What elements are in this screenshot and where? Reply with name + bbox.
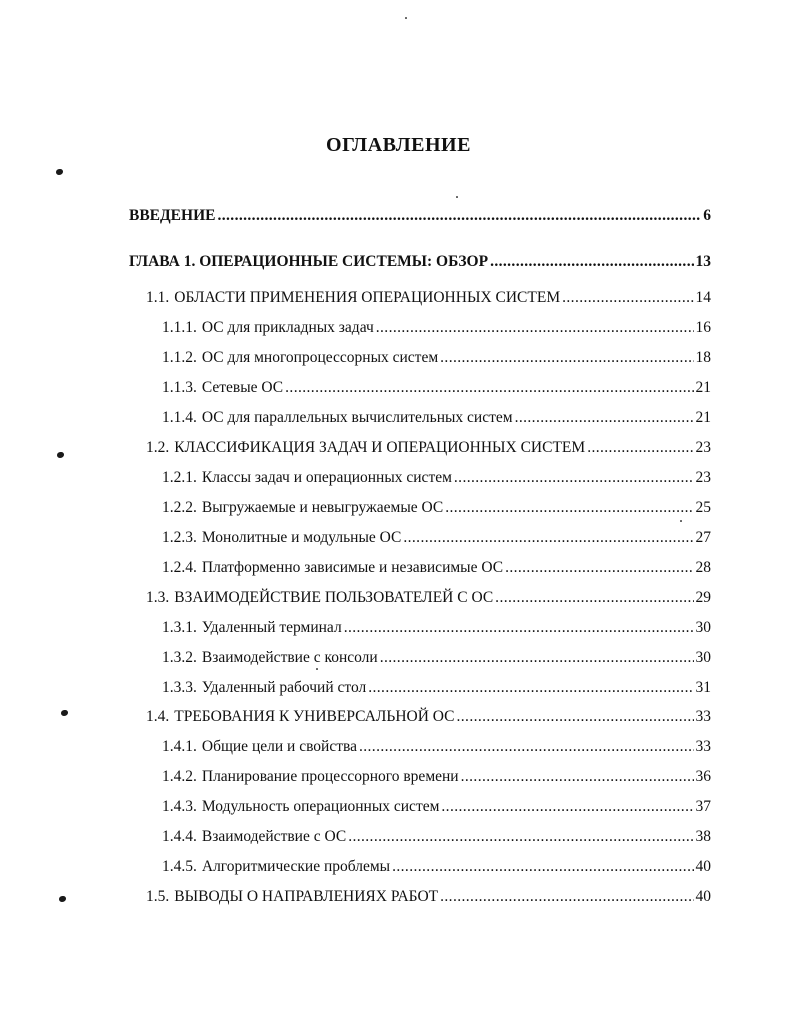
dot-leader — [457, 707, 694, 727]
toc-page-number: 37 — [695, 798, 711, 815]
toc-entry-chapter-1[interactable] — [129, 252, 711, 272]
toc-entry-introduction[interactable] — [129, 206, 711, 226]
toc-entry-subsection[interactable] — [162, 468, 711, 488]
toc-entry-label: Удаленный терминал — [201, 619, 342, 636]
toc-page-number: 31 — [695, 679, 711, 696]
dot-leader — [515, 408, 694, 428]
toc-page-number: 25 — [695, 499, 711, 516]
toc-entry-subsection[interactable] — [162, 618, 711, 638]
dot-leader — [490, 252, 693, 272]
dot-leader — [505, 558, 693, 578]
dot-leader — [348, 827, 693, 847]
toc-page-number: 23 — [695, 469, 711, 486]
toc-entry-label: ТРЕБОВАНИЯ К УНИВЕРСАЛЬНОЙ ОС — [174, 708, 455, 725]
toc-entry-number: 1.1. — [146, 289, 170, 306]
toc-entry-number: 1.4.4. — [162, 828, 197, 845]
toc-entry-label: Общие цели и свойства — [201, 738, 357, 755]
toc-entry-subsection[interactable] — [162, 378, 711, 398]
dot-leader — [380, 648, 694, 668]
toc-entry-section[interactable] — [146, 438, 711, 458]
toc-page-number: 33 — [695, 708, 711, 725]
dot-leader — [587, 438, 693, 458]
scan-speck — [59, 896, 66, 902]
toc-entry-label: Платформенно зависимые и независимые ОС — [201, 559, 504, 576]
toc-entry-subsection[interactable] — [162, 827, 711, 847]
toc-entry-section[interactable] — [146, 707, 711, 727]
scan-dust — [456, 196, 458, 198]
toc-entry-number: 1.1.2. — [162, 349, 197, 366]
scan-speck — [56, 169, 63, 175]
toc-entry-label: КЛАССИФИКАЦИЯ ЗАДАЧ И ОПЕРАЦИОННЫХ СИСТЕМ — [174, 439, 586, 456]
toc-entry-number: 1.1.3. — [162, 379, 197, 396]
toc-entry-subsection[interactable] — [162, 408, 711, 428]
toc-entry-label: Планирование процессорного времени — [201, 768, 459, 785]
toc-entry-number: 1.2.2. — [162, 499, 197, 516]
toc-entry-label: Взаимодействие с ОС — [201, 828, 347, 845]
toc-page-number: 33 — [695, 738, 711, 755]
toc-entry-number: 1.3.2. — [162, 649, 197, 666]
page-title: ОГЛАВЛЕНИЕ — [326, 134, 471, 156]
dot-leader — [445, 498, 693, 518]
toc-page-number: 6 — [703, 207, 711, 224]
dot-leader — [368, 678, 693, 698]
toc-entry-number: 1.4. — [146, 708, 170, 725]
toc-entry-section[interactable] — [146, 588, 711, 608]
toc-entry-subsection[interactable] — [162, 498, 711, 518]
toc-entry-section[interactable] — [146, 288, 711, 308]
toc-entry-subsection[interactable] — [162, 737, 711, 757]
toc-page-number: 21 — [695, 409, 711, 426]
scan-dust — [680, 520, 682, 522]
toc-page-number: 30 — [695, 619, 711, 636]
toc-page-number: 40 — [695, 858, 711, 875]
toc-entry-label: Взаимодействие с консоли — [201, 649, 378, 666]
dot-leader — [344, 618, 694, 638]
dot-leader — [440, 348, 693, 368]
toc-page-number: 30 — [695, 649, 711, 666]
dot-leader — [359, 737, 694, 757]
toc-entry-subsection[interactable] — [162, 767, 711, 787]
toc-entry-number: 1.4.1. — [162, 738, 197, 755]
toc-page-number: 14 — [695, 289, 711, 306]
toc-entry-label: ВВЕДЕНИЕ — [129, 207, 216, 224]
toc-entry-subsection[interactable] — [162, 528, 711, 548]
toc-entry-label: Сетевые ОС — [201, 379, 284, 396]
toc-entry-label: Выгружаемые и невыгружаемые ОС — [201, 499, 444, 516]
dot-leader — [403, 528, 693, 548]
toc-entry-number: 1.3. — [146, 589, 170, 606]
dot-leader — [454, 468, 694, 488]
toc-page-number: 38 — [695, 828, 711, 845]
toc-entry-number: 1.1.1. — [162, 319, 197, 336]
dot-leader — [441, 797, 693, 817]
scan-speck — [61, 710, 68, 716]
toc-entry-label: ОС для параллельных вычислительных систем — [201, 409, 513, 426]
toc-entry-subsection[interactable] — [162, 857, 711, 877]
toc-entry-label: Классы задач и операционных систем — [201, 469, 452, 486]
toc-entry-number: 1.1.4. — [162, 409, 197, 426]
toc-entry-label: ГЛАВА 1. ОПЕРАЦИОННЫЕ СИСТЕМЫ: ОБЗОР — [129, 253, 489, 270]
toc-entry-number: 1.4.5. — [162, 858, 197, 875]
toc-entry-label: ВЫВОДЫ О НАПРАВЛЕНИЯХ РАБОТ — [174, 888, 439, 905]
toc-page-number: 23 — [695, 439, 711, 456]
toc-entry-subsection[interactable] — [162, 678, 711, 698]
toc-entry-subsection[interactable] — [162, 348, 711, 368]
toc-entry-label: ОС для прикладных задач — [201, 319, 374, 336]
toc-entry-number: 1.3.1. — [162, 619, 197, 636]
toc-entry-label: ОС для многопроцессорных систем — [201, 349, 439, 366]
toc-entry-subsection[interactable] — [162, 558, 711, 578]
toc-entry-subsection[interactable] — [162, 318, 711, 338]
toc-entry-number: 1.3.3. — [162, 679, 197, 696]
dot-leader — [392, 857, 693, 877]
toc-entry-number: 1.2.1. — [162, 469, 197, 486]
scan-dust — [405, 17, 407, 19]
dot-leader — [440, 887, 693, 907]
toc-entry-label: ОБЛАСТИ ПРИМЕНЕНИЯ ОПЕРАЦИОННЫХ СИСТЕМ — [174, 289, 561, 306]
dot-leader — [376, 318, 694, 338]
dot-leader — [495, 588, 693, 608]
toc-entry-label: Монолитные и модульные ОС — [201, 529, 402, 546]
toc-entry-label: Удаленный рабочий стол — [201, 679, 367, 696]
toc-entry-subsection[interactable] — [162, 797, 711, 817]
toc-page-number: 28 — [695, 559, 711, 576]
toc-page-number: 40 — [695, 888, 711, 905]
toc-entry-subsection[interactable] — [162, 648, 711, 668]
toc-page-number: 29 — [695, 589, 711, 606]
toc-entry-label: Алгоритмические проблемы — [201, 858, 391, 875]
toc-entry-label: Модульность операционных систем — [201, 798, 440, 815]
dot-leader — [285, 378, 693, 398]
toc-entry-number: 1.4.3. — [162, 798, 197, 815]
dot-leader — [562, 288, 693, 308]
toc-entry-section[interactable] — [146, 887, 711, 907]
toc-page-number: 21 — [695, 379, 711, 396]
scan-dust — [316, 668, 318, 670]
toc-page-number: 27 — [695, 529, 711, 546]
toc-entry-label: ВЗАИМОДЕЙСТВИЕ ПОЛЬЗОВАТЕЛЕЙ С ОС — [174, 589, 494, 606]
dot-leader — [217, 206, 701, 226]
toc-entry-number: 1.5. — [146, 888, 170, 905]
toc-page-number: 13 — [695, 253, 711, 270]
toc-entry-number: 1.2.4. — [162, 559, 197, 576]
toc-page-number: 36 — [695, 768, 711, 785]
toc-page-number: 16 — [695, 319, 711, 336]
scan-speck — [57, 452, 64, 458]
toc-entry-number: 1.2.3. — [162, 529, 197, 546]
toc-page-number: 18 — [695, 349, 711, 366]
dot-leader — [461, 767, 694, 787]
toc-entry-number: 1.2. — [146, 439, 170, 456]
toc-entry-number: 1.4.2. — [162, 768, 197, 785]
